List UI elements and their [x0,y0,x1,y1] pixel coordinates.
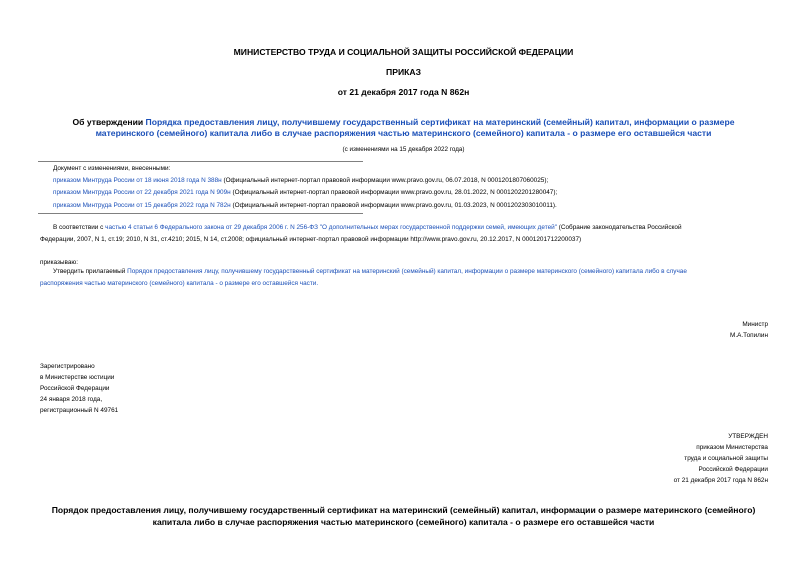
basis-text: В соответствии с [53,224,106,231]
basis-paragraph [40,222,770,246]
registration-line: регистрационный N 49761 [40,407,119,414]
amendments-block [53,163,557,212]
amendment-source: (Официальный интернет-портал правовой информации www.pravo.gov.ru, 06.07.2018, N 0001201807060025); [221,177,549,185]
divider-top [38,161,363,162]
registration-line: Зарегистрировано [40,363,95,370]
order-procedure-link-cont[interactable]: распоряжения частью материнского (семейного) капитала - о размере его оставшейся части. [40,280,319,288]
basis-text-cont: (Собрание законодательства Российской [556,224,682,231]
signature-block [730,319,768,341]
amendment-source: (Официальный интернет-портал правовой информации www.pravo.gov.ru, 28.01.2022, N 0001202201280047); [230,189,558,197]
order-paragraph [40,266,775,290]
amendment-link[interactable]: приказом Минтруда России от 15 декабря 2022 года N 782н [53,201,231,209]
registration-block [40,361,118,416]
revision-note: (с изменениями на 15 декабря 2022 года) [342,146,465,153]
title-prefix: Об утверждении [72,117,146,127]
registration-line: Российской Федерации [40,385,110,392]
approved-line: труда и социальной защиты [684,455,768,462]
registration-line: 24 января 2018 года, [40,396,103,403]
doc-type-heading: ПРИКАЗ [386,67,421,77]
procedure-title-line1: Порядок предоставления лицу, получившему государственный сертификат на материнский (семейный) капитал, информации о размере материнского (семейного) [51,505,756,515]
amendment-item [53,175,557,187]
approved-line: Российской Федерации [698,466,768,473]
amendment-item [53,187,557,199]
approved-line: приказом Министерства [696,444,768,451]
amendment-link[interactable]: приказом Минтруда России от 18 июня 2018 года N 388н [53,177,222,185]
title-link-line1[interactable]: Порядка предоставления лицу, получившему государственный сертификат на материнский (семейный) капитал, информации о размере [145,117,735,127]
amendment-link[interactable]: приказом Минтруда России от 22 декабря 2021 года N 909н [53,189,231,197]
order-label: приказываю: [40,259,78,266]
doc-date-number: от 21 декабря 2017 года N 862н [337,87,470,97]
signature-position: Министр [742,321,768,328]
registration-line: в Министерстве юстиции [40,374,115,381]
amendment-source: (Официальный интернет-портал правовой информации www.pravo.gov.ru, 01.03.2023, N 0001202303010011). [230,201,557,209]
approved-line: от 21 декабря 2017 года N 862н [673,477,768,484]
approved-line: УТВЕРЖДЕН [728,433,768,440]
procedure-title [0,504,807,528]
signature-name: М.А.Топилин [730,332,768,339]
title-link-line2[interactable]: материнского (семейного) капитала либо в случае распоряжения частью материнского (семейного) капитала - о размере его оставшейся части [95,128,712,138]
procedure-title-line2: капитала либо в случае распоряжения частью материнского (семейного) капитала - о размере его оставшейся части [152,517,655,527]
amendment-item [53,200,557,212]
divider-bottom [38,213,363,214]
order-text: Утвердить прилагаемый [53,268,128,275]
order-procedure-link[interactable]: Порядок предоставления лицу, получившему государственный сертификат на материнский (семейный) капитал, информации о размере материнского (семейного) капитала либо в случае [127,268,687,275]
approved-block [674,431,768,486]
ministry-heading: МИНИСТЕРСТВО ТРУДА И СОЦИАЛЬНОЙ ЗАЩИТЫ РОССИЙСКОЙ ФЕДЕРАЦИИ [233,47,574,57]
basis-law-link[interactable]: частью 4 статьи 6 Федерального закона от 29 декабря 2006 г. N 256-ФЗ "О дополнительных мерах государственной поддержки семей, имеющих детей" [105,224,557,231]
amendments-intro: Документ с изменениями, внесенными: [53,165,171,172]
doc-title [0,117,807,139]
basis-line2: Федерации, 2007, N 1, ст.19; 2010, N 31, ст.4210; 2015, N 14, ст.2008; официальный интернет-портал правовой информации http://www.pravo.gov.ru, 20.12.2017, N 0001201712200037) [40,236,582,244]
